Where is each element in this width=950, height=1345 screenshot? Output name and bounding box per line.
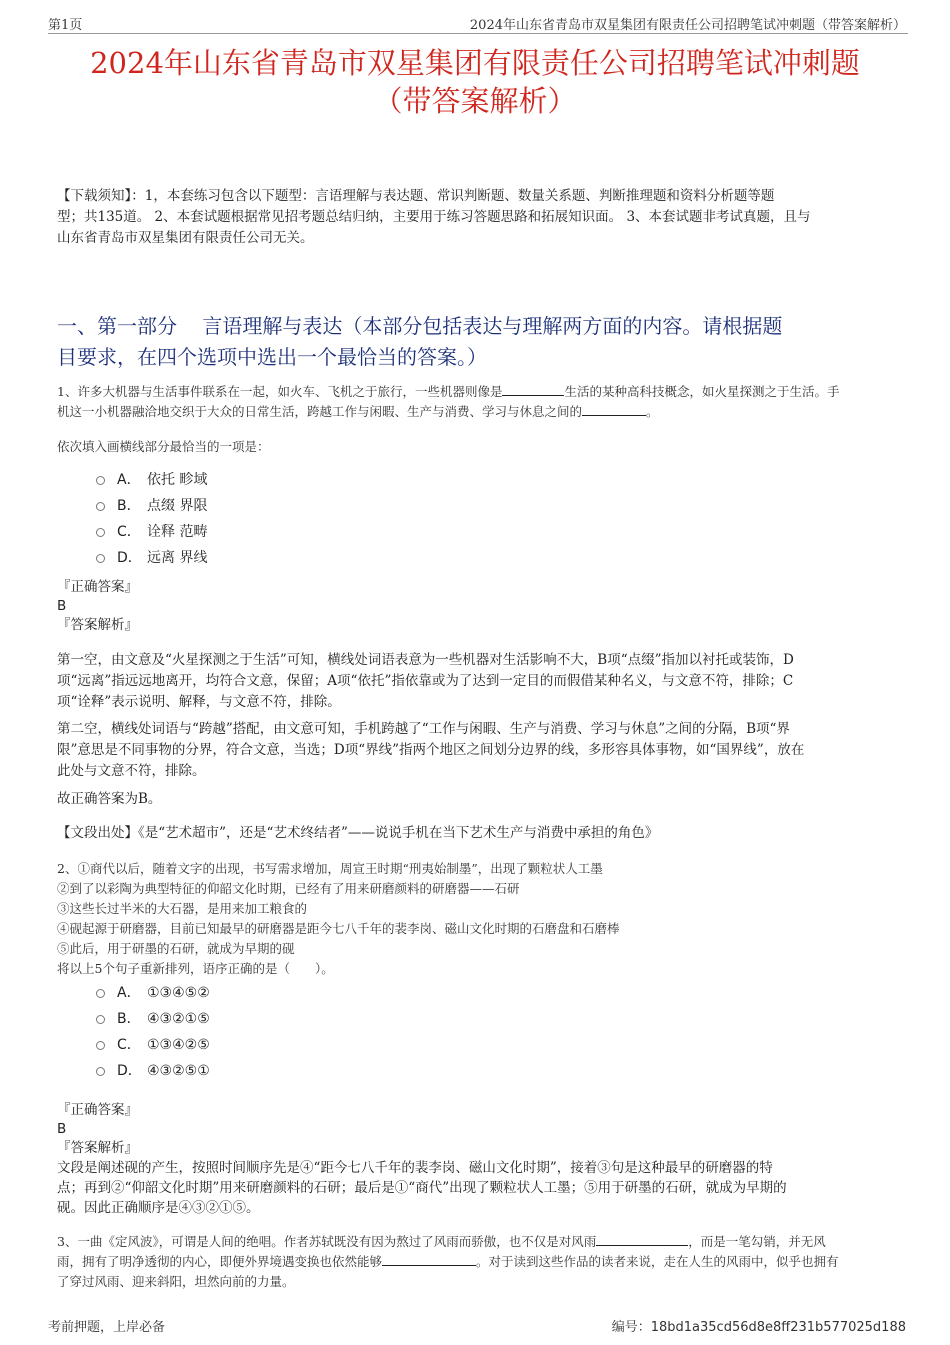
section-heading: 一、第一部分 言语理解与表达（本部分包括表达与理解两方面的内容。请根据题 目要求，在四个选项中选出一个最恰当的答案。） — [57, 314, 783, 369]
blank-1 — [596, 1233, 688, 1246]
document-id: 18bd1a35cd56d8e8ff231b577025d188 — [650, 1320, 906, 1335]
q2-answer-block: 『正确答案』 B 『答案解析』 — [57, 1102, 138, 1156]
download-notice: 【下载须知】：1，本套练习包含以下题型：言语理解与表达题、常识判断题、数量关系题、判断推理题和资料分析题等题 型；共135道。 2、本套试题根据常见招考题总结归纳，主要用于练习答题思路和拓展知识面。 3、本套试题非考试真题，且与 山东省青岛市双星集团有限责任公司无关。 — [57, 188, 811, 246]
blank-1 — [502, 383, 564, 396]
radio-icon[interactable] — [96, 1041, 105, 1050]
q2-option-a[interactable]: A． ①③④⑤② — [96, 983, 210, 1003]
question-3-stem: 3、一曲《定风波》，可谓是人间的绝唱。作者苏轼既没有因为熬过了风雨而骄傲，也不仅是对风雨 ，而是一笔勾销，并无风 雨，拥有了明净透彻的内心，即便外界境遇变换也依然能够 。对于读到这些作品的读者来说，走在人生的风雨中，似乎也拥有 了穿过风雨、迎来斜阳，坦然向前的力量。 — [57, 1234, 839, 1289]
question-1-stem: 1、许多大机器与生活事件联系在一起，如火车、飞机之于旅行，一些机器则像是 生活的某种高科技概念，如火星探测之于生活。手 机这一小机器融洽地交织于大众的日常生活，跨越工作与闲暇、生产与消费、学习与休息之间的 。 — [57, 384, 840, 419]
blank-2 — [382, 1253, 476, 1266]
page-title: 2024年山东省青岛市双星集团有限责任公司招聘笔试冲刺题 — [90, 46, 860, 80]
radio-icon[interactable] — [96, 989, 105, 998]
q1-conclusion: 故正确答案为B。 — [57, 791, 162, 807]
q1-option-c[interactable]: C． 诠释 范畴 — [96, 522, 207, 542]
radio-icon[interactable] — [96, 554, 105, 563]
footer-slogan: 考前押题，上岸必备 — [48, 1320, 166, 1335]
footer-code: 编号：18bd1a35cd56d8e8ff231b577025d188 — [611, 1320, 906, 1335]
radio-icon[interactable] — [96, 528, 105, 537]
q2-option-d[interactable]: D． ④③②⑤① — [96, 1061, 210, 1081]
question-2-stem: 2、①商代以后，随着文字的出现，书写需求增加，周宣王时期“刑夷始制墨”，出现了颗粒状人工墨 ②到了以彩陶为典型特征的仰韶文化时期，已经有了用来研磨颜料的研磨器——石研 ③这些长过半米的大石器，是用来加工粮食的 ④砚起源于研磨器，目前已知最早的研磨器是距今七八千年的裴李岗、磁山文化时期的石磨盘和石磨棒 ⑤此后，用于研墨的石研，就成为早期的砚 将以上5个句子重新排列，语序正确的是（ ）。 — [57, 861, 620, 976]
q1-option-b[interactable]: B． 点缀 界限 — [96, 496, 207, 516]
page-subtitle: （带答案解析） — [373, 84, 577, 118]
q1-answer-block: 『正确答案』 B 『答案解析』 — [57, 579, 138, 633]
q1-analysis-2: 第二空，横线处词语与“跨越”搭配，由文意可知，手机跨越了“工作与闲暇、生产与消费、学习与休息”之间的分隔，B项“界 限”意思是不同事物的分界，符合文意，当选；D项“界线”指两个地区之间划分边界的线，多形容具体事物，如“国界线”，放在 此处与文意不符，排除。 — [57, 721, 805, 779]
q1-analysis-1: 第一空，由文意及“火星探测之于生活”可知，横线处词语表意为一些机器对生活影响不大，B项“点缀”指加以衬托或装饰，D 项“远离”指远远地离开，均符合文意，保留；A项“依托”指依靠或为了达到一定目的而假借某种名义，与文意不符，排除；C 项“诠释”表示说明、解释，与文意不符，排除。 — [57, 652, 794, 710]
q2-analysis: 文段是阐述砚的产生，按照时间顺序先是④“距今七八千年的裴李岗、磁山文化时期”，接着③句是这种最早的研磨器的特 点；再到②“仰韶文化时期”用来研磨颜料的石研；最后是①“商代”出现了颗粒状人工墨；⑤用于研墨的石研，就成为早期的 砚。因此正确顺序是④③②①⑤。 — [57, 1160, 787, 1216]
page-number: 第1页 — [48, 18, 83, 33]
header-doc-title: 2024年山东省青岛市双星集团有限责任公司招聘笔试冲刺题（带答案解析） — [469, 18, 906, 33]
q1-option-a[interactable]: A． 依托 畛域 — [96, 470, 207, 490]
blank-2 — [582, 403, 646, 416]
radio-icon[interactable] — [96, 476, 105, 485]
radio-icon[interactable] — [96, 502, 105, 511]
header-divider — [48, 33, 908, 34]
q1-option-d[interactable]: D． 远离 界线 — [96, 548, 207, 568]
q2-option-b[interactable]: B． ④③②①⑤ — [96, 1009, 210, 1029]
q1-answer: B — [57, 598, 67, 614]
radio-icon[interactable] — [96, 1067, 105, 1076]
q1-source: 【文段出处】《是“艺术超市”，还是“艺术终结者”——说说手机在当下艺术生产与消费中承担的角色》 — [57, 825, 659, 841]
q2-answer: B — [57, 1121, 67, 1137]
radio-icon[interactable] — [96, 1015, 105, 1024]
question-1-prompt: 依次填入画横线部分最恰当的一项是： — [57, 439, 270, 454]
q2-option-c[interactable]: C． ①③④②⑤ — [96, 1035, 210, 1055]
